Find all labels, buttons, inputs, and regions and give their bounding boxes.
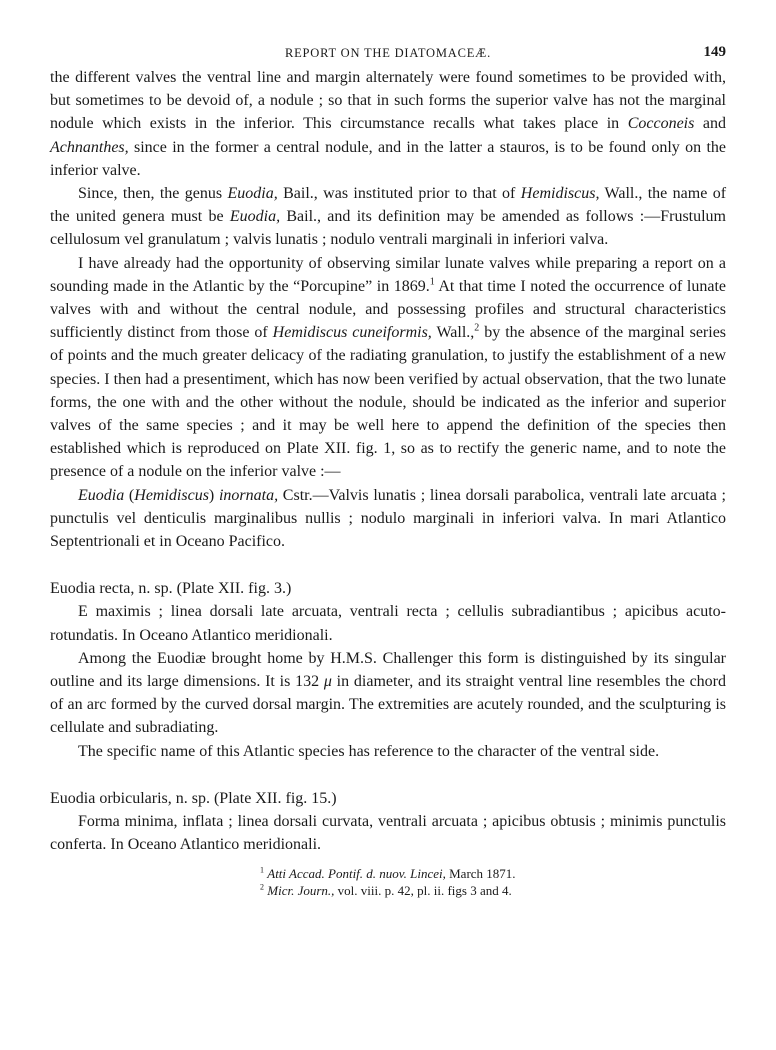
text-run: by the absence of the marginal series of points and the much greater delicacy of the radiating granulation, to justify the establishment of a new species. I then had a presentiment, which has now been verified by actual observation, that the two lunate forms, the one with and the other without the nodule, should be indicated as the inferior and superior valves of the same species ; and it may be well here to append the definition of the species then established which is reproduced on Plate XII. fig. 1, so as to rectify the generic name, and to note the presence of a nodule on the inferior valve :—	[50, 324, 727, 481]
text-run: since in the former a central nodule, and in the latter a stauros, is to be found only on the inferior valve.	[50, 138, 726, 179]
text-run: and	[694, 115, 727, 133]
footnote-1	[260, 865, 726, 882]
paragraph-continuation	[50, 66, 726, 182]
text-run: Since, then, the genus	[78, 185, 228, 203]
page	[50, 40, 726, 899]
footnote-mark: 1	[260, 865, 264, 875]
genus-name: Achnanthes,	[50, 138, 129, 156]
page-number: 149	[703, 44, 726, 60]
genus-name: Euodia,	[229, 208, 281, 226]
species-heading-rest: n. sp. (Plate XII. fig. 15.)	[171, 789, 337, 807]
paragraph-porcupine-report	[50, 252, 726, 484]
text-run: E maximis ; linea dorsali late arcuata, ventrali recta ; cellulis subradiantibus ; apicibus acuto-rotundatis. In Oceano Atlantico meridionali.	[50, 603, 726, 644]
species-name: Hemidiscus cuneiformis,	[272, 324, 432, 342]
genus-name: Hemidiscus	[134, 486, 209, 504]
text-run: )	[208, 486, 219, 504]
text-run: Wall.,	[431, 324, 475, 342]
footnote-text: March 1871.	[445, 865, 516, 881]
footnote-ref: 2	[474, 322, 480, 334]
text-run: in diameter, and its straight ventral line resembles the chord of an arc formed by the curved dorsal margin. The extremities are acutely rounded, and the sculpturing is cellulate and subradiating.	[50, 673, 726, 737]
footnote-ref: 1	[429, 276, 435, 288]
genus-name: Euodia	[78, 486, 125, 504]
text-run: The specific name of this Atlantic species has reference to the character of the ventral side.	[78, 742, 660, 760]
text-run: Bail., was instituted prior to that of	[277, 185, 521, 203]
footnote-citation: Atti Accad. Pontif. d. nuov. Lincei,	[267, 865, 446, 881]
text-run: At that time I noted the occurrence of lunate valves with and without the central nodule, and possessing profiles and structural characteristics sufficiently distinct from those of	[50, 277, 726, 342]
text-run: (	[124, 486, 135, 504]
text-run: Cstr.—Valvis lunatis ; linea dorsali parabolica, ventrali late arcuata ; punctulis vel denticulis marginalibus nullis ; nodulo marginali in inferiori valva. In mari Atlantico Septentrionali et in Oceano Pacifico.	[50, 486, 727, 551]
text-run: Bail., and its definition may be amended as follows :—Frustulum cellulosum vel granulatum ; valvis lunatis ; nodulo ventrali marginali in inferiori valva.	[50, 208, 727, 249]
species-heading-rest: n. sp. (Plate XII. fig. 3.)	[134, 580, 292, 598]
genus-name: Euodia,	[227, 185, 278, 203]
footnote-citation: Micr. Journ.,	[267, 882, 335, 898]
text-run: the different valves the ventral line and margin alternately were found sometimes to be provided with, but sometimes to be devoid of, a nodule ; so that in such forms the superior valve has not the marginal nodule which exists in the inferior. This circumstance recalls what takes place in	[50, 69, 726, 133]
running-title: REPORT ON THE DIATOMACEÆ.	[284, 46, 492, 60]
recta-etymology	[50, 740, 726, 763]
recta-description	[50, 647, 726, 740]
text-run: Wall., the name of the united genera must be	[50, 185, 727, 226]
footnote-2	[260, 882, 726, 899]
species-heading-orbicularis	[50, 787, 726, 810]
footnote-text: vol. viii. p. 42, pl. ii. figs 3 and 4.	[334, 882, 512, 898]
text-run: I have already had the opportunity of observing similar lunate valves while preparing a report on a sounding made in the Atlantic by the “Porcupine” in 1869.	[50, 254, 726, 295]
paragraph-inornata-diagnosis	[50, 484, 726, 554]
species-heading-recta	[50, 577, 726, 600]
species-heading-name: Euodia orbicularis,	[50, 789, 172, 807]
recta-diagnosis	[50, 600, 726, 646]
text-run: Among the Euodiæ brought home by H.M.S. Challenger this form is distinguished by its singular outline and its large dimensions. It is 132	[50, 649, 726, 691]
running-head	[50, 40, 726, 66]
genus-name: Cocconeis	[627, 115, 695, 133]
species-heading-name: Euodia recta,	[50, 580, 135, 598]
footnotes	[50, 865, 726, 899]
orbicularis-diagnosis	[50, 810, 726, 856]
text-run: Forma minima, inflata ; linea dorsali curvata, ventrali arcuata ; apicibus obtusis ; minimis punctulis conferta. In Oceano Atlantico meridionali.	[50, 813, 726, 854]
genus-name: Hemidiscus,	[520, 185, 600, 203]
body-text	[50, 66, 726, 857]
paragraph-genus-definition	[50, 182, 726, 252]
species-epithet: inornata,	[218, 486, 279, 504]
footnote-mark: 2	[260, 882, 264, 892]
micron-symbol: μ	[323, 673, 332, 691]
